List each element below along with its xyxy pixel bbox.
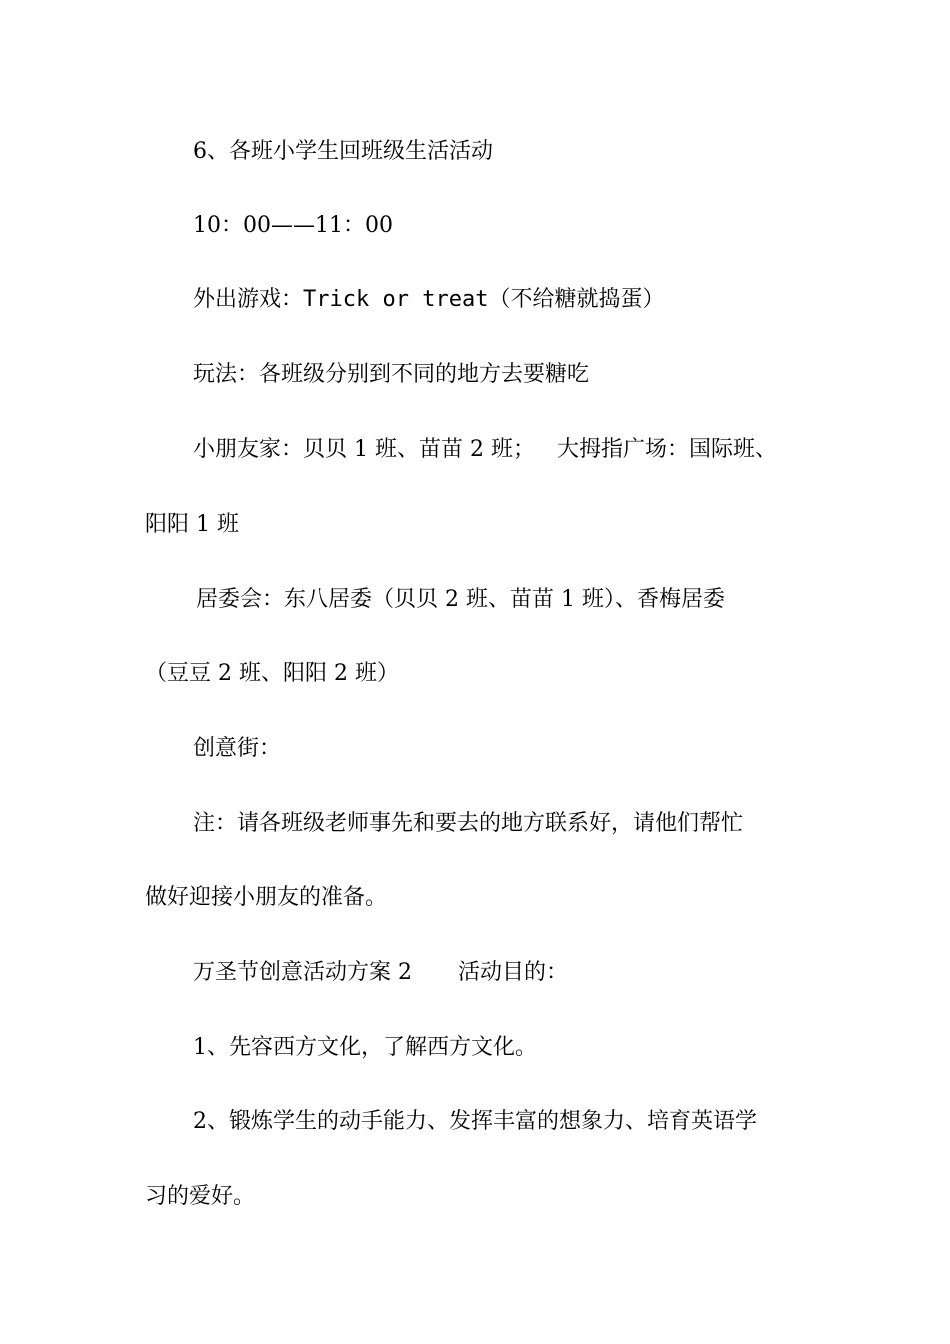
text-trick-or-treat: Trick or treat [303, 287, 489, 312]
text-activity-purpose: 活动目的： [458, 960, 569, 985]
text-yangyang-class: 阳阳 1 班 [145, 512, 239, 537]
line-note-cont [0, 883, 950, 913]
text-purpose-2: 2、锻炼学生的动手能力、发挥丰富的想象力、培育英语学 [193, 1109, 757, 1134]
line-locations-1 [0, 435, 950, 465]
text-creative-street: 创意街： [193, 736, 282, 761]
text-class-activity: 6、各班小学生回班级生活活动 [193, 139, 493, 164]
text-plan-title: 万圣节创意活动方案 2 [193, 960, 412, 985]
text-committee: 居委会：东八居委（贝贝 2 班、苗苗 1 班）、香梅居委 [196, 587, 725, 612]
line-committee-cont [0, 659, 950, 689]
text-purpose-2-cont: 习的爱好。 [145, 1184, 256, 1209]
line-creative-street [0, 734, 950, 764]
text-outdoor-game-label: 外出游戏： [193, 287, 304, 312]
text-time-range: 10：00——11：00 [193, 213, 393, 238]
text-note-cont: 做好迎接小朋友的准备。 [145, 885, 388, 910]
text-committee-cont: （豆豆 2 班、阳阳 2 班） [145, 661, 399, 686]
text-thumb-square: 大拇指广场：国际班、 [556, 437, 777, 462]
line-purpose-2-cont [0, 1182, 950, 1212]
line-outdoor-game [0, 285, 950, 315]
text-trick-or-treat-cn: （不给糖就捣蛋） [488, 287, 665, 312]
text-how-to-play: 玩法：各班级分别到不同的地方去要糖吃 [193, 362, 590, 387]
line-locations-1-cont [0, 510, 950, 540]
line-note [0, 809, 950, 839]
line-how-to-play [0, 360, 950, 390]
line-time-range [0, 211, 950, 241]
line-purpose-2 [0, 1107, 950, 1137]
line-committee [0, 585, 950, 615]
line-class-activity [0, 137, 950, 167]
text-purpose-1: 1、先容西方文化，了解西方文化。 [193, 1035, 537, 1060]
line-plan-title [0, 958, 950, 988]
line-purpose-1 [0, 1033, 950, 1063]
text-kids-home: 小朋友家：贝贝 1 班、苗苗 2 班； [193, 437, 535, 462]
text-note: 注：请各班级老师事先和要去的地方联系好，请他们帮忙 [193, 811, 744, 836]
